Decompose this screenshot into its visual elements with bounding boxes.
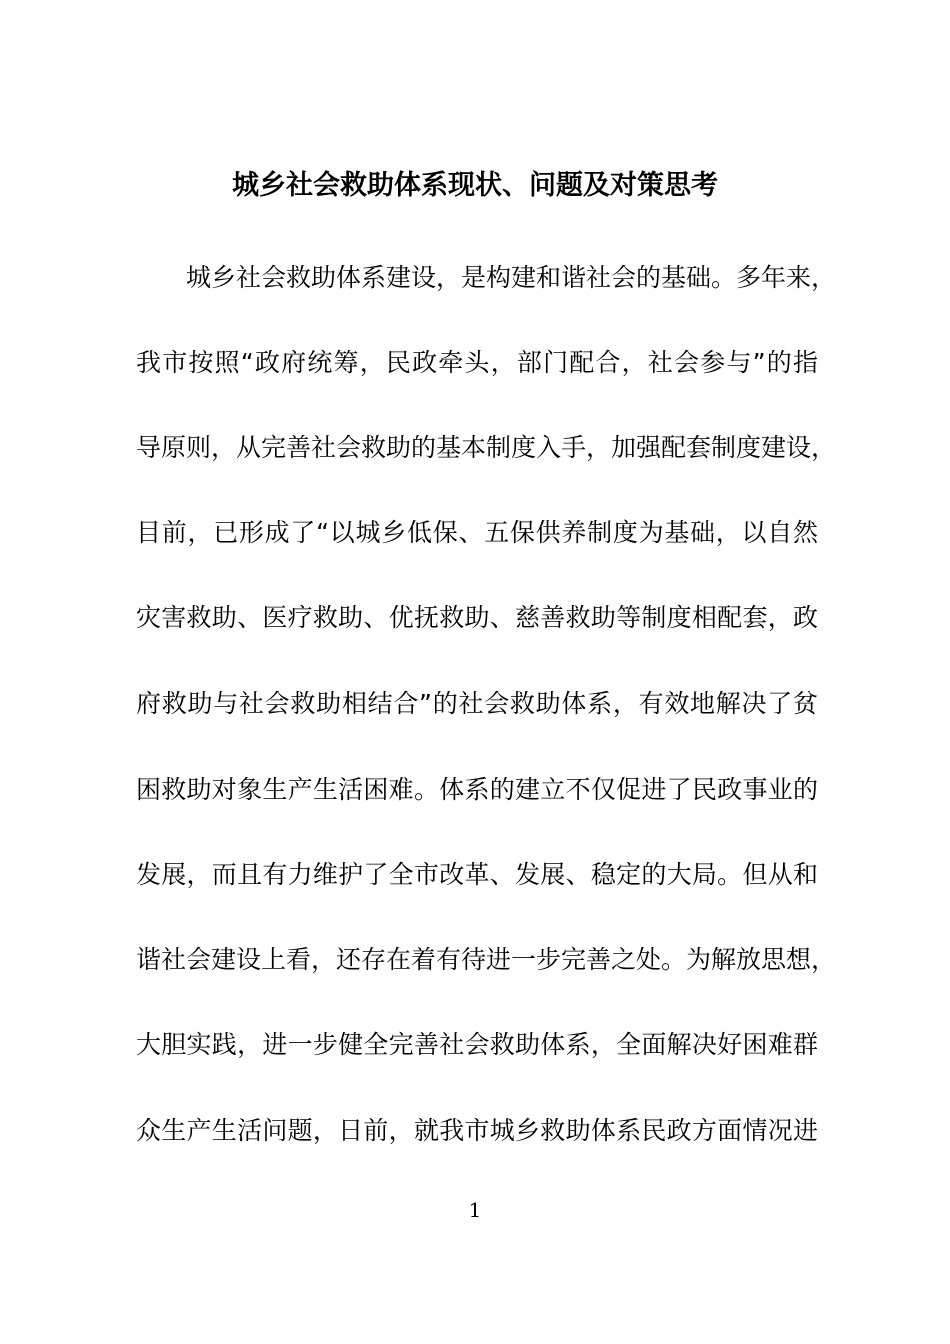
paragraph-line: 众生产生活问题，日前，就我市城乡救助体系民政方面情况进 [136, 1116, 818, 1145]
paragraph-line: 灾害救助、医疗救助、优抚救助、慈善救助等制度相配套，政 [136, 603, 818, 632]
paragraph-line: 大胆实践，进一步健全完善社会救助体系，全面解决好困难群 [136, 1030, 818, 1059]
paragraph-line: 城乡社会救助体系建设，是构建和谐社会的基础。多年来， [186, 263, 837, 292]
paragraph-line: 府救助与社会救助相结合”的社会救助体系，有效地解决了贫 [136, 689, 818, 718]
page-number: 1 [468, 1198, 482, 1222]
paragraph-line: 导原则，从完善社会救助的基本制度入手，加强配套制度建设， [136, 433, 837, 462]
paragraph-line: 发展，而且有力维护了全市改革、发展、稳定的大局。但从和 [136, 860, 818, 889]
paragraph-line: 困救助对象生产生活困难。体系的建立不仅促进了民政事业的 [136, 775, 818, 804]
paragraph-line: 我市按照“政府统筹，民政牵头，部门配合，社会参与”的指 [136, 348, 818, 377]
paragraph-line: 谐社会建设上看，还存在着有待进一步完善之处。为解放思想， [136, 945, 837, 974]
document-title: 城乡社会救助体系现状、问题及对策思考 [232, 170, 718, 201]
paragraph-line: 目前，已形成了“以城乡低保、五保供养制度为基础，以自然 [136, 518, 818, 547]
